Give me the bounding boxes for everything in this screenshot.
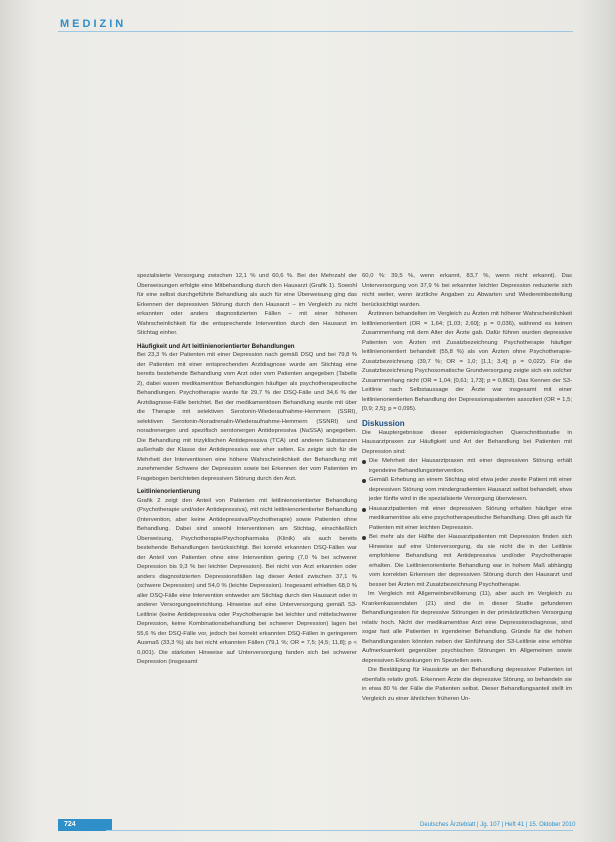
left-column bbox=[137, 272, 357, 668]
page-number: 724 bbox=[58, 819, 112, 831]
header-rule bbox=[58, 31, 573, 32]
discussion-heading: Diskussion bbox=[362, 418, 405, 428]
right-paragraph-3: Die Hauptergebnisse dieser epidemiologischen Querschnittsstudie in Hausarztpraxen zur Häufigkeit und Art der Behandlung bei Patienten mit Depression sind: bbox=[362, 429, 572, 455]
right-paragraph-5: Die Bestätigung für Hausärzte an der Behandlung depressiver Patienten ist ebenfalls relativ groß. Erkennen Ärzte die depressive Störung, so behandeln sie in etwa 80 % der Fälle die Patienten selbst. Dieser Behandlungsanteil stellt im Vergleich zu einer ähnlichen früheren Un- bbox=[362, 667, 572, 702]
left-heading-guidelines: Leitlinienorientierung bbox=[137, 488, 201, 495]
section-label: MEDIZIN bbox=[60, 18, 127, 30]
list-item: Bei mehr als der Hälfte der Hausarztpatienten mit Depression finden sich Hinweise auf eine Unterversorgung, da sie nicht die in der Leitlinie empfohlene Behandlung mit Antidepressiva und/oder Psychotherapie erhalten. Die Leitlinienorientierte Behandlung war in hohem Maß abhängig vom korrekten Erkennen der depressiven Störung durch den Hausarzt und besser bei Ärzten mit Zusatzbezeichnung Psychotherapie. bbox=[362, 533, 572, 590]
left-paragraph-2: Bei 23,3 % der Patienten mit einer Depression nach gemäß DSQ und bei 79,8 % der Patienten mit einer entsprechenden Arztdiagnose wurde am Stichtag eine bereits bestehende Behandlung vom Arzt oder vom Patienten angegeben (Tabelle 2), dabei waren medikamentöse Behandlungen häufiger als psychotherapeutische Behandlungen. Psychotherapie wurde für 29,7 % der DSQ-Fälle und 34,6 % der Arztdiagnose-Fälle berichtet. Bei der medikamentösen Behandlung wurde mit über die Therapie mit selektiven Serotonin-Wiederaufnahme-Hemmern (SSRI), selektiven Serotonin-Noradrenalin-Wiederaufnahme-Hemmern (SSNRI) und noradrenergen und spezifisch serotonergen Antidepressiva (NaSSA) angegeben. Die Behandlung mit trizyklischen Antidepressiva (TCA) und anderen Substanzen außerhalb der Klasse der Antidepressiva war eher selten. Es zeigte sich für die Mehrheit der Interventionen eine höhere Wahrscheinlichkeit der Behandlung mit zunehmender Schwere der Depression sowie bei Erkennen der vom Patienten im Fragebogen berichteten depressiven Störung durch den Arzt. bbox=[137, 352, 357, 482]
left-paragraph-1: spezialisierte Versorgung zwischen 12,1 % und 60,6 %. Bei der Mehrzahl der Überweisungen erfolgte eine Mitbehandlung durch den Hausarzt (Grafik 1). Sowohl für eine selbst durchgeführte Behandlung als auch für eine Überweisung ging das Erkennen der depressiven Störung durch den Hausarzt – im Vergleich zu nicht erkannten oder anders diagnostizierten Fällen – mit einer höheren Wahrscheinlichkeit für die entsprechende Intervention durch den Hausarzt im Stichtag einher. bbox=[137, 273, 357, 336]
findings-list bbox=[362, 457, 572, 590]
footer-rule bbox=[106, 830, 573, 831]
journal-citation: Deutsches Ärzteblatt | Jg. 107 | Heft 41 | 15. Oktober 2010 bbox=[420, 822, 576, 828]
right-paragraph-1: 60,0 %: 39,5 %, wenn erkannt, 83,7 %, wenn nicht erkannt). Das Unterversorgung von 37,9 % bei erkannter leichter Depression reduzierte sich nicht weiter, wenn ärztliche Angaben zu Abwarten und Wiedereinbestellung berücksichtigt wurden. bbox=[362, 273, 572, 308]
page-footer bbox=[58, 819, 576, 831]
list-item: Die Mehrheit der Hausarztpraxen mit einer depressiven Störung erhält irgendeine Behandlungsintervention. bbox=[362, 457, 572, 476]
list-item: Gemäß Erhebung an einem Stichtag wird etwa jeder zweite Patient mit einer depressiven Störung vom mindergradiemten Hausarzt selbst behandelt, etwa jeder fünfte wird in die spezialisierte Versorgung überwiesen. bbox=[362, 476, 572, 505]
right-paragraph-4: Im Vergleich mit Allgemeinbevölkerung (11), aber auch im Vergleich zu Krankenkassendaten (21) sind die in dieser Studie gefundenen Behandlungsraten für depressive Störungen in der primärärztlichen Versorgung relativ hoch. Nicht der medikamentöse Arzt eine Depressionsdiagnose, sind sogar fast alle Patienten in irgendeiner Behandlung. Gründe für die hohen Behandlungsraten könnten neben der Einführung der S3-Leitlinie eine erhöhte Aufmerksamkeit gegenüber psychischen Störungen im Allgemeinen sowie depressiven Erkrankungen im Speziellen sein. bbox=[362, 591, 572, 664]
left-heading-treatments: Häufigkeit und Art leitlinienorientierter Behandlungen bbox=[137, 342, 295, 350]
right-paragraph-2: Ärztinnen behandelten im Vergleich zu Ärzten mit höherer Wahrscheinlichkeit leitlinienorientiert (OR = 1,64; [1,03; 2,60]; p = 0,036), während es keinen Zusammenhang mit dem Alter der Ärzte gab. Dafür führen wurden depressive Patienten von Ärzten mit Zusatzbezeichnung Psychotherapie häufiger leitlinienorientiert behandelt (55,8 %) als von Ärzten ohne Psychotherapie-Zusatzbezeichnung (39,7 %; OR = 1,0; [1,1; 3,4]; p = 0,022). Für die Zusatzbezeichnung Psychosomatische Grundversorgung zeigte sich ein solcher Zusammenhang nicht (OR = 1,04; [0,61; 1,73]; p = 0,863). Das Kennen der S3-Leitlinie nach Selbstaussage der Ärzte war insgesamt mit einer leitlinienorientierten Behandlung der Depressionspatienten assoziiert (OR = 1,5; [0,9; 2,5]; p = 0,095). bbox=[362, 311, 572, 412]
left-paragraph-3: Grafik 2 zeigt den Anteil von Patienten mit leitlinienorientierter Behandlung (Psychotherapie und/oder Antidepressiva), mit nicht leitlinienorientierter Behandlung (Intervention, aber keine Antidepressiva/Psychotherapie) sowie Patienten ohne Behandlung. Dabei sind sowohl Interventionen am Stichtag, einschließlich Überweisung, Psychotherapie/Psychopharmaka (Klinik) als auch bereits bestehende Behandlungen berücksichtigt. Bei korrekt erkannten DSQ-Fällen war der Anteil von Patienten ohne eine Intervention gering (7,0 % bei schwerer Depression bis 9,3 % bei leichter Depression). Bei nicht von Arzt erkannten oder anders diagnostizierten Depressionsfällen lag dieser Anteil zwischen 37,1 % (schwere Depression) und 54,0 % (leichte Depression). Insgesamt erhielten 68,0 % aller DSQ-Fälle eine Intervention entweder am Stichtag durch den Hausarzt oder in anderer Versorgungseinrichtung. Hinweise auf eine Unterversorgung gemäß S3-Leitlinie (keine Antidepressiva oder Psychotherapie bei leichter und mittelschwerer Depression, keine Kombinationsbehandlung bei schwerer Depression) lagen bei 55,6 % der DSQ-Fälle vor, jedoch bei korrekt erkannten DSQ-Fällen in geringerem Ausmaß (33,3 %) als bei nicht erkannten Fällen (79,1 %; OR = 7,5; [4,5; 11,8]; p < 0,001). Die stärksten Hinweise auf Unterversorgung fanden sich bei schwerer Depression (insgesamt bbox=[137, 497, 357, 665]
right-column bbox=[362, 272, 572, 704]
list-item: Hausarztpatienten mit einer depressiven Störung erhalten häufiger eine medikamentöse als eine psychotherapeutische Behandlung. Dies gilt auch für Patienten mit einer leichten Depression. bbox=[362, 505, 572, 534]
